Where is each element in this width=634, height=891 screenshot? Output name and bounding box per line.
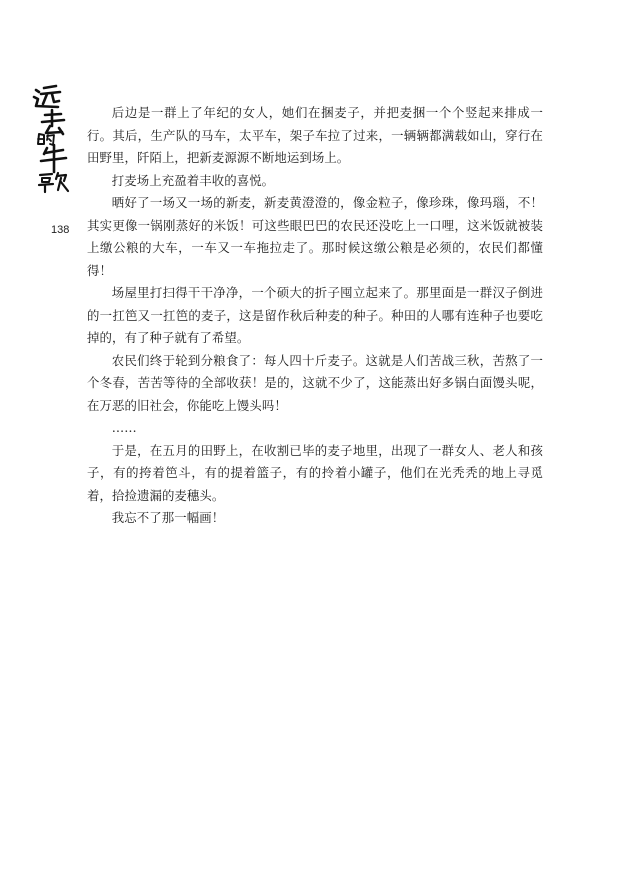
calligraphy-logo-icon — [30, 82, 76, 194]
paragraph: 打麦场上充盈着丰收的喜悦。 — [111, 172, 275, 188]
paragraph: 后边是一群上了年纪的女人，她们在捆麦子，并把麦捆一个个竖起来排成一行。其后，生产队的马车，太平车，架子车拉了过来，一辆辆都满载如山，穿行在田野里，阡陌上，把新麦源源不断地运到场上。 — [87, 105, 543, 165]
paragraph: 农民们终于轮到分粮食了：每人四十斤麦子。这就是人们苦战三秋，苦熬了一个冬春，苦苦等待的全部收获！是的，这就不少了，这能蒸出好多锅白面馒头呢，在万恶的旧社会，你能吃上馒头吗！ — [87, 352, 543, 413]
ellipsis-line: …… — [111, 420, 137, 435]
paragraph: 场屋里打扫得干干净净，一个硕大的折子囤立起来了。那里面是一群汉子倒进的一扛笆又一扛笆的麦子，这是留作秋后种麦的种子。种田的人哪有连种子也要吃掉的，有了种子就有了希望。 — [87, 285, 543, 345]
paragraph: 晒好了一场又一场的新麦，新麦黄澄澄的，像金粒子，像珍珠，像玛瑙，不！其实更像一锅刚蒸好的米饭！可这些眼巴巴的农民还没吃上一口哩，这米饭就被装上缴公粮的大车，一车又一车拖拉走了。那时候这缴公粮是必须的，农民们都懂得！ — [87, 195, 543, 278]
book-title-logo — [30, 82, 76, 194]
article-body — [87, 102, 543, 530]
paragraph: 我忘不了那一幅画！ — [111, 510, 225, 525]
paragraph: 于是，在五月的田野上，在收割已毕的麦子地里，出现了一群女人、老人和孩子，有的挎着笆斗，有的提着篮子，有的拎着小罐子，他们在光秃秃的地上寻觅着，拾捡遗漏的麦穗头。 — [87, 442, 543, 503]
page-number: 138 — [51, 224, 70, 236]
